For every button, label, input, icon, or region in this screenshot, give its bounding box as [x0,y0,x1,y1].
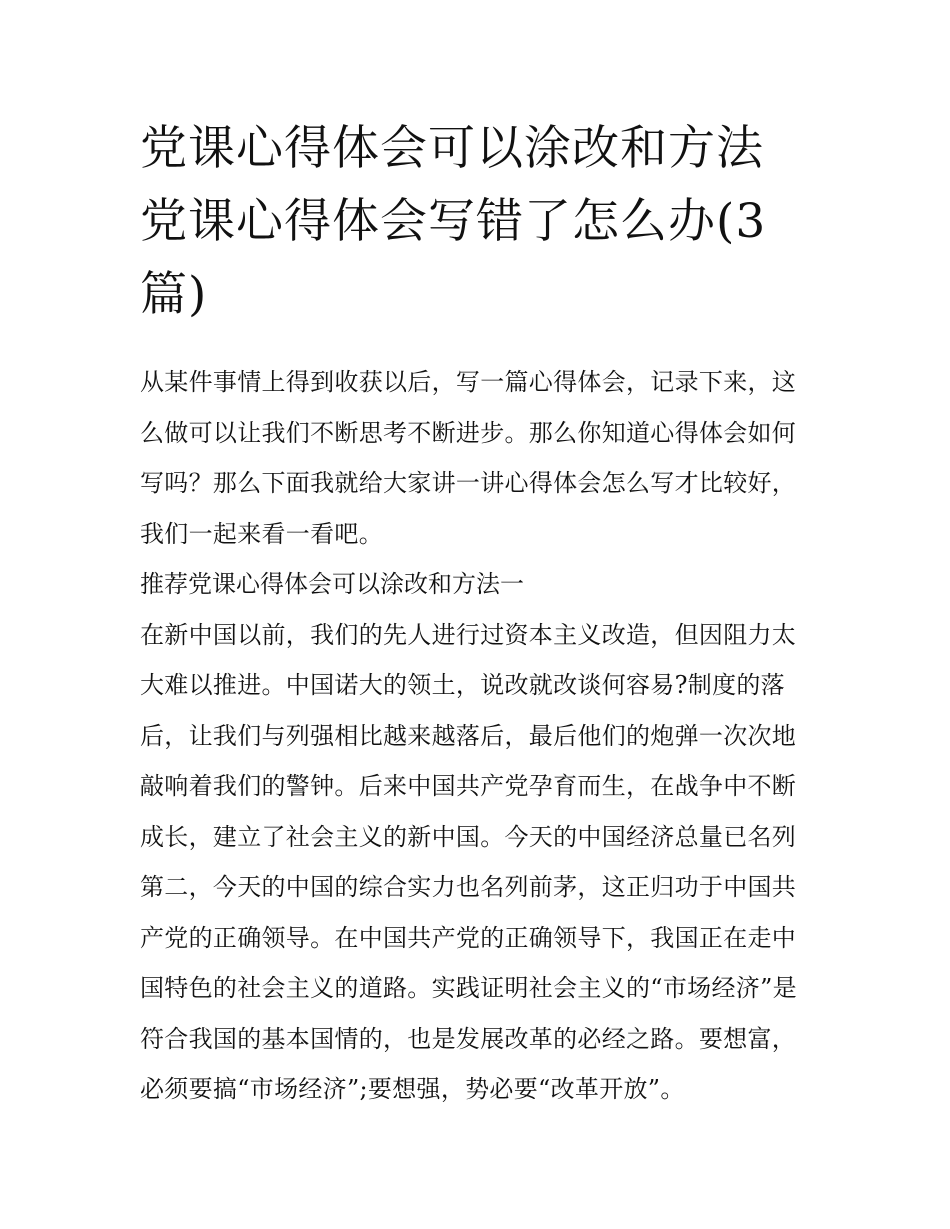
text-line: 在新中国以前，我们的先人进行过资本主义改造，但因阻力太 [140,620,797,649]
title-line: 篇) [140,267,208,322]
text-line: 第二，今天的中国的综合实力也名列前茅，这正归功于中国共 [140,873,797,901]
text-line: 我们一起来看一看吧。 [140,519,383,548]
document-body [140,357,820,1115]
text-line: 敲响着我们的警钟。后来中国共产党孕育而生，在战争中不断 [140,772,797,800]
text-line: 写吗？那么下面我就给大家讲一讲心得体会怎么写才比较好， [140,469,797,497]
text-line: 必须要搞“市场经济”;要想强，势必要“改革开放”。 [140,1075,685,1103]
text-line: 符合我国的基本国情的，也是发展改革的必经之路。要想富， [140,1024,797,1053]
text-line: 大难以推进。中国诺大的领土，说改就改谈何容易?制度的落 [140,671,785,699]
section-heading: 推荐党课心得体会可以涂改和方法一 [140,570,524,598]
text-line: 后，让我们与列强相比越来越落后，最后他们的炮弹一次次地 [140,721,797,750]
title-line: 党课心得体会写错了怎么办(3 [140,194,767,249]
text-line: 么做可以让我们不断思考不断进步。那么你知道心得体会如何 [140,418,797,447]
document-title [140,112,820,331]
text-line: 成长，建立了社会主义的新中国。今天的中国经济总量已名列 [140,822,797,851]
title-line: 党课心得体会可以涂改和方法 [140,121,764,176]
text-line: 产党的正确领导。在中国共产党的正确领导下，我国正在走中 [140,923,797,952]
body-paragraph [140,610,820,1115]
text-line: 从某件事情上得到收获以后，写一篇心得体会，记录下来，这 [140,368,797,396]
text-line: 国特色的社会主义的道路。实践证明社会主义的“市场经济”是 [140,974,797,1002]
intro-paragraph [140,357,820,559]
